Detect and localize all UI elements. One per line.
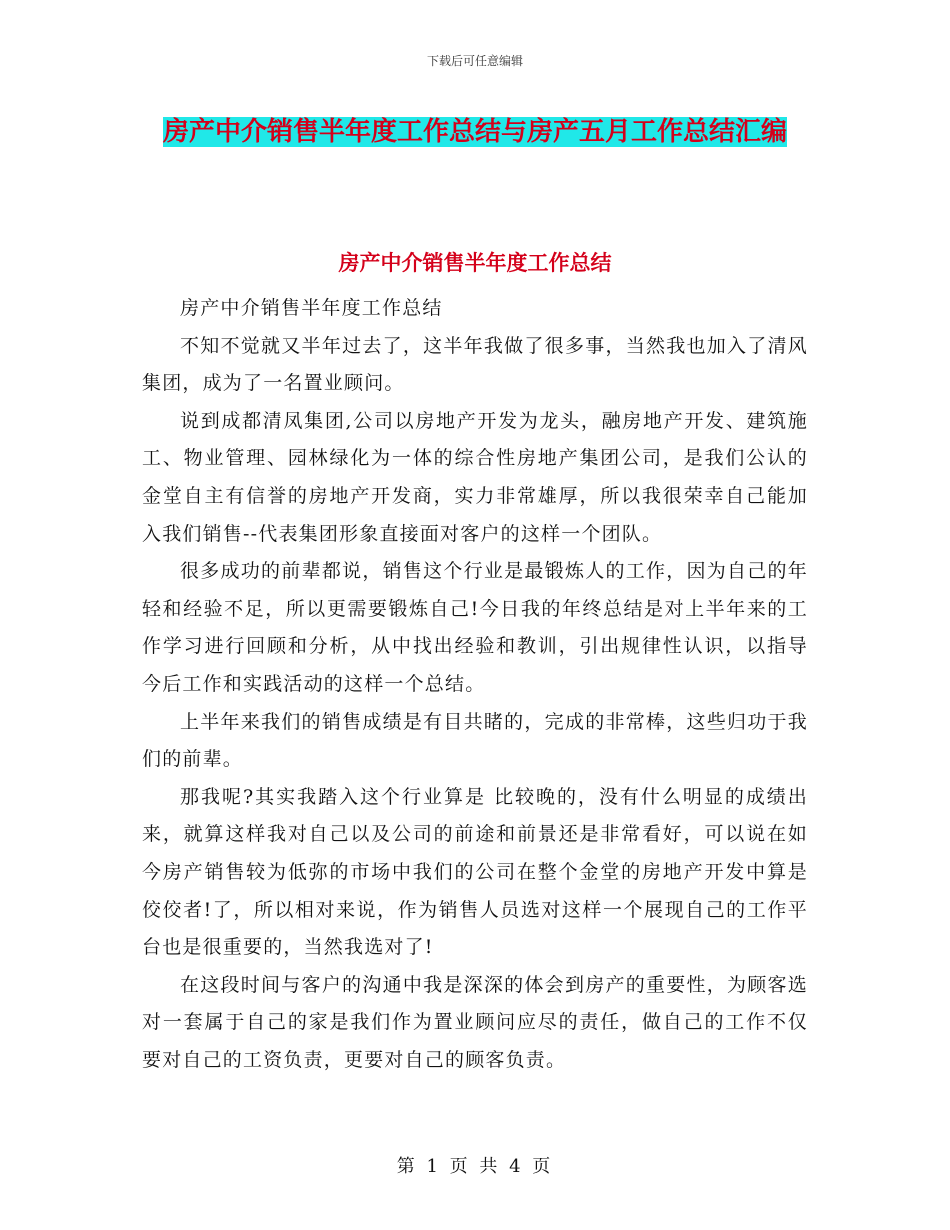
header-note: 下载后可任意编辑 xyxy=(426,54,523,68)
main-title xyxy=(142,110,808,154)
main-title-text: 房产中介销售半年度工作总结与房产五月工作总结汇编 xyxy=(162,117,787,147)
paragraph: 房产中介销售半年度工作总结 xyxy=(180,297,443,319)
body-text xyxy=(142,290,808,1079)
paragraph: 在这段时间与客户的沟通中我是深深的体会到房产的重要性，为顾客选对一套属于自己的家是我们作为置业顾问应尽的责任，做自己的工作不仅要对自己的工资负责，更要对自己的顾客负责。 xyxy=(142,973,808,1071)
paragraph: 很多成功的前辈都说，销售这个行业是最锻炼人的工作，因为自己的年轻和经验不足，所以更需要锻炼自己!今日我的年终总结是对上半年来的工作学习进行回顾和分析，从中找出经验和教训，引出规律性认识，以指导今后工作和实践活动的这样一个总结。 xyxy=(142,560,808,695)
section-title: 房产中介销售半年度工作总结 xyxy=(338,251,612,275)
page-footer: 第 1 页 共 4 页 xyxy=(396,1156,554,1177)
paragraph: 说到成都清凤集团,公司以房地产开发为龙头，融房地产开发、建筑施工、物业管理、园林绿化为一体的综合性房地产集团公司，是我们公认的金堂自主有信誉的房地产开发商，实力非常雄厚，所以我很荣幸自己能加入我们销售--代表集团形象直接面对客户的这样一个团队。 xyxy=(142,409,808,545)
paragraph: 上半年来我们的销售成绩是有目共睹的，完成的非常棒，这些归功于我们的前辈。 xyxy=(142,710,808,771)
paragraph: 不知不觉就又半年过去了，这半年我做了很多事，当然我也加入了清风集团，成为了一名置业顾问。 xyxy=(142,334,808,395)
paragraph: 那我呢?其实我踏入这个行业算是 比较晚的，没有什么明显的成绩出来，就算这样我对自己以及公司的前途和前景还是非常看好，可以说在如今房产销售较为低弥的市场中我们的公司在整个金堂的房地产开发中算是佼佼者!了，所以相对来说，作为销售人员选对这样一个展现自己的工作平台也是很重要的，当然我选对了! xyxy=(142,785,808,959)
